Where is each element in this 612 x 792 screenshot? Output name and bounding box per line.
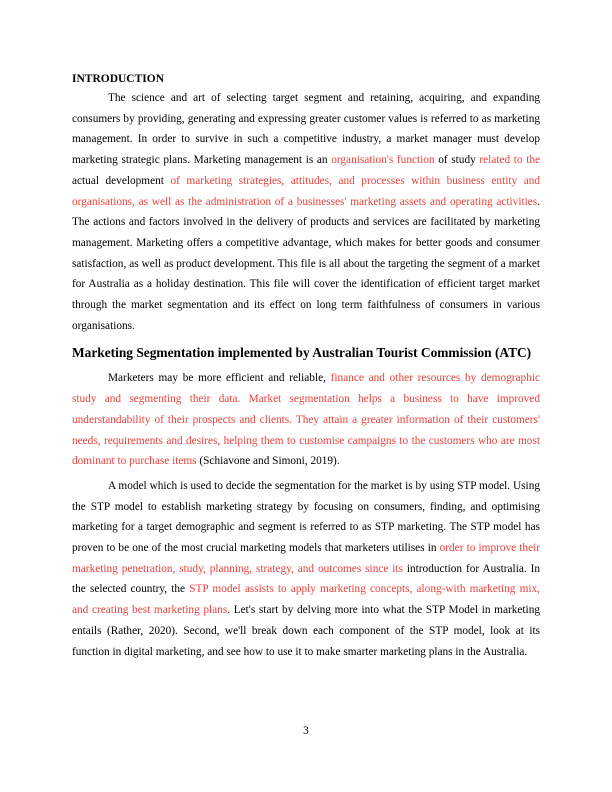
section-p2-text-3: . Let's start by delving more into what the STP Model in marketing entails (Rather, 2020). Second, we'll break down each component of the STP model, look at its function in digital marketing, and see how to use it to make smarter marketing plans in the Australia.	[72, 604, 540, 658]
intro-highlight-2: related to the	[479, 154, 541, 167]
introduction-heading: INTRODUCTION	[72, 73, 165, 85]
section-heading: Marketing Segmentation implemented by Australian Tourist Commission (ATC)	[72, 345, 532, 361]
intro-text-1: The science and art of selecting target segment and retaining, acquiring, and expanding consumers by providing, generating and expressing greater customer values is referred to as marketing management. In order to survive in such a competitive industry, a market manager must develop marketing strategic plans. Marketing management is an	[72, 92, 540, 167]
section-p2-highlight-1: order to improve their marketing penetration, study, planning, strategy, and outcomes since its	[72, 542, 540, 575]
page-number: 3	[303, 725, 309, 737]
introduction-paragraph	[72, 88, 540, 336]
intro-highlight-3: of marketing strategies, attitudes, and processes within business entity and organisations, as well as the administration of a businesses' marketing assets and operating activities	[72, 174, 541, 208]
section-p1-citation: (Schiavone and Simoni, 2019).	[196, 455, 340, 468]
section-paragraph-1	[72, 368, 540, 472]
section-p1-highlight-1: finance and other resources by demographic study and segmenting their data. Market segmentation helps a business to have improved understandability of their prospects and clients. They attain a greater information of their customers' needs, requirements and desires, helping them to customise campaigns to the customers who are most dominant to purchase items	[72, 372, 540, 468]
intro-text-3: actual development	[72, 174, 171, 187]
intro-text-2: of study	[434, 154, 480, 167]
section-p2-text-2: introduction for Australia. In the selected country, the	[72, 562, 540, 596]
intro-text-4: . The actions and factors involved in the delivery of products and services are facilitated by marketing management. Marketing offers a competitive advantage, which makes for better goods and consumer satisfaction, as well as product development. This file is all about the targeting the segment of a market for Australia as a holiday destination. This file will cover the identification of efficient target market through the market segmentation and its effect on long term faithfulness of consumers in various organisations.	[72, 195, 540, 332]
section-p2-highlight-2: STP model assists to apply marketing concepts, along-with marketing mix, and creating best marketing plans	[72, 583, 540, 617]
page-content	[72, 70, 540, 662]
section-p2-text-1: A model which is used to decide the segmentation for the market is by using STP model. Using the STP model to establish marketing strategy by focusing on consumers, finding, and optimising marketing for a target demographic and segment is referred to as STP marketing. The STP model has proven to be one of the most crucial marketing models that marketers utilises in	[72, 479, 540, 555]
intro-highlight-1: organisation's function	[331, 154, 435, 167]
section-paragraph-2	[72, 476, 540, 662]
section-p1-text-1: Marketers may be more efficient and reliable,	[108, 372, 331, 385]
